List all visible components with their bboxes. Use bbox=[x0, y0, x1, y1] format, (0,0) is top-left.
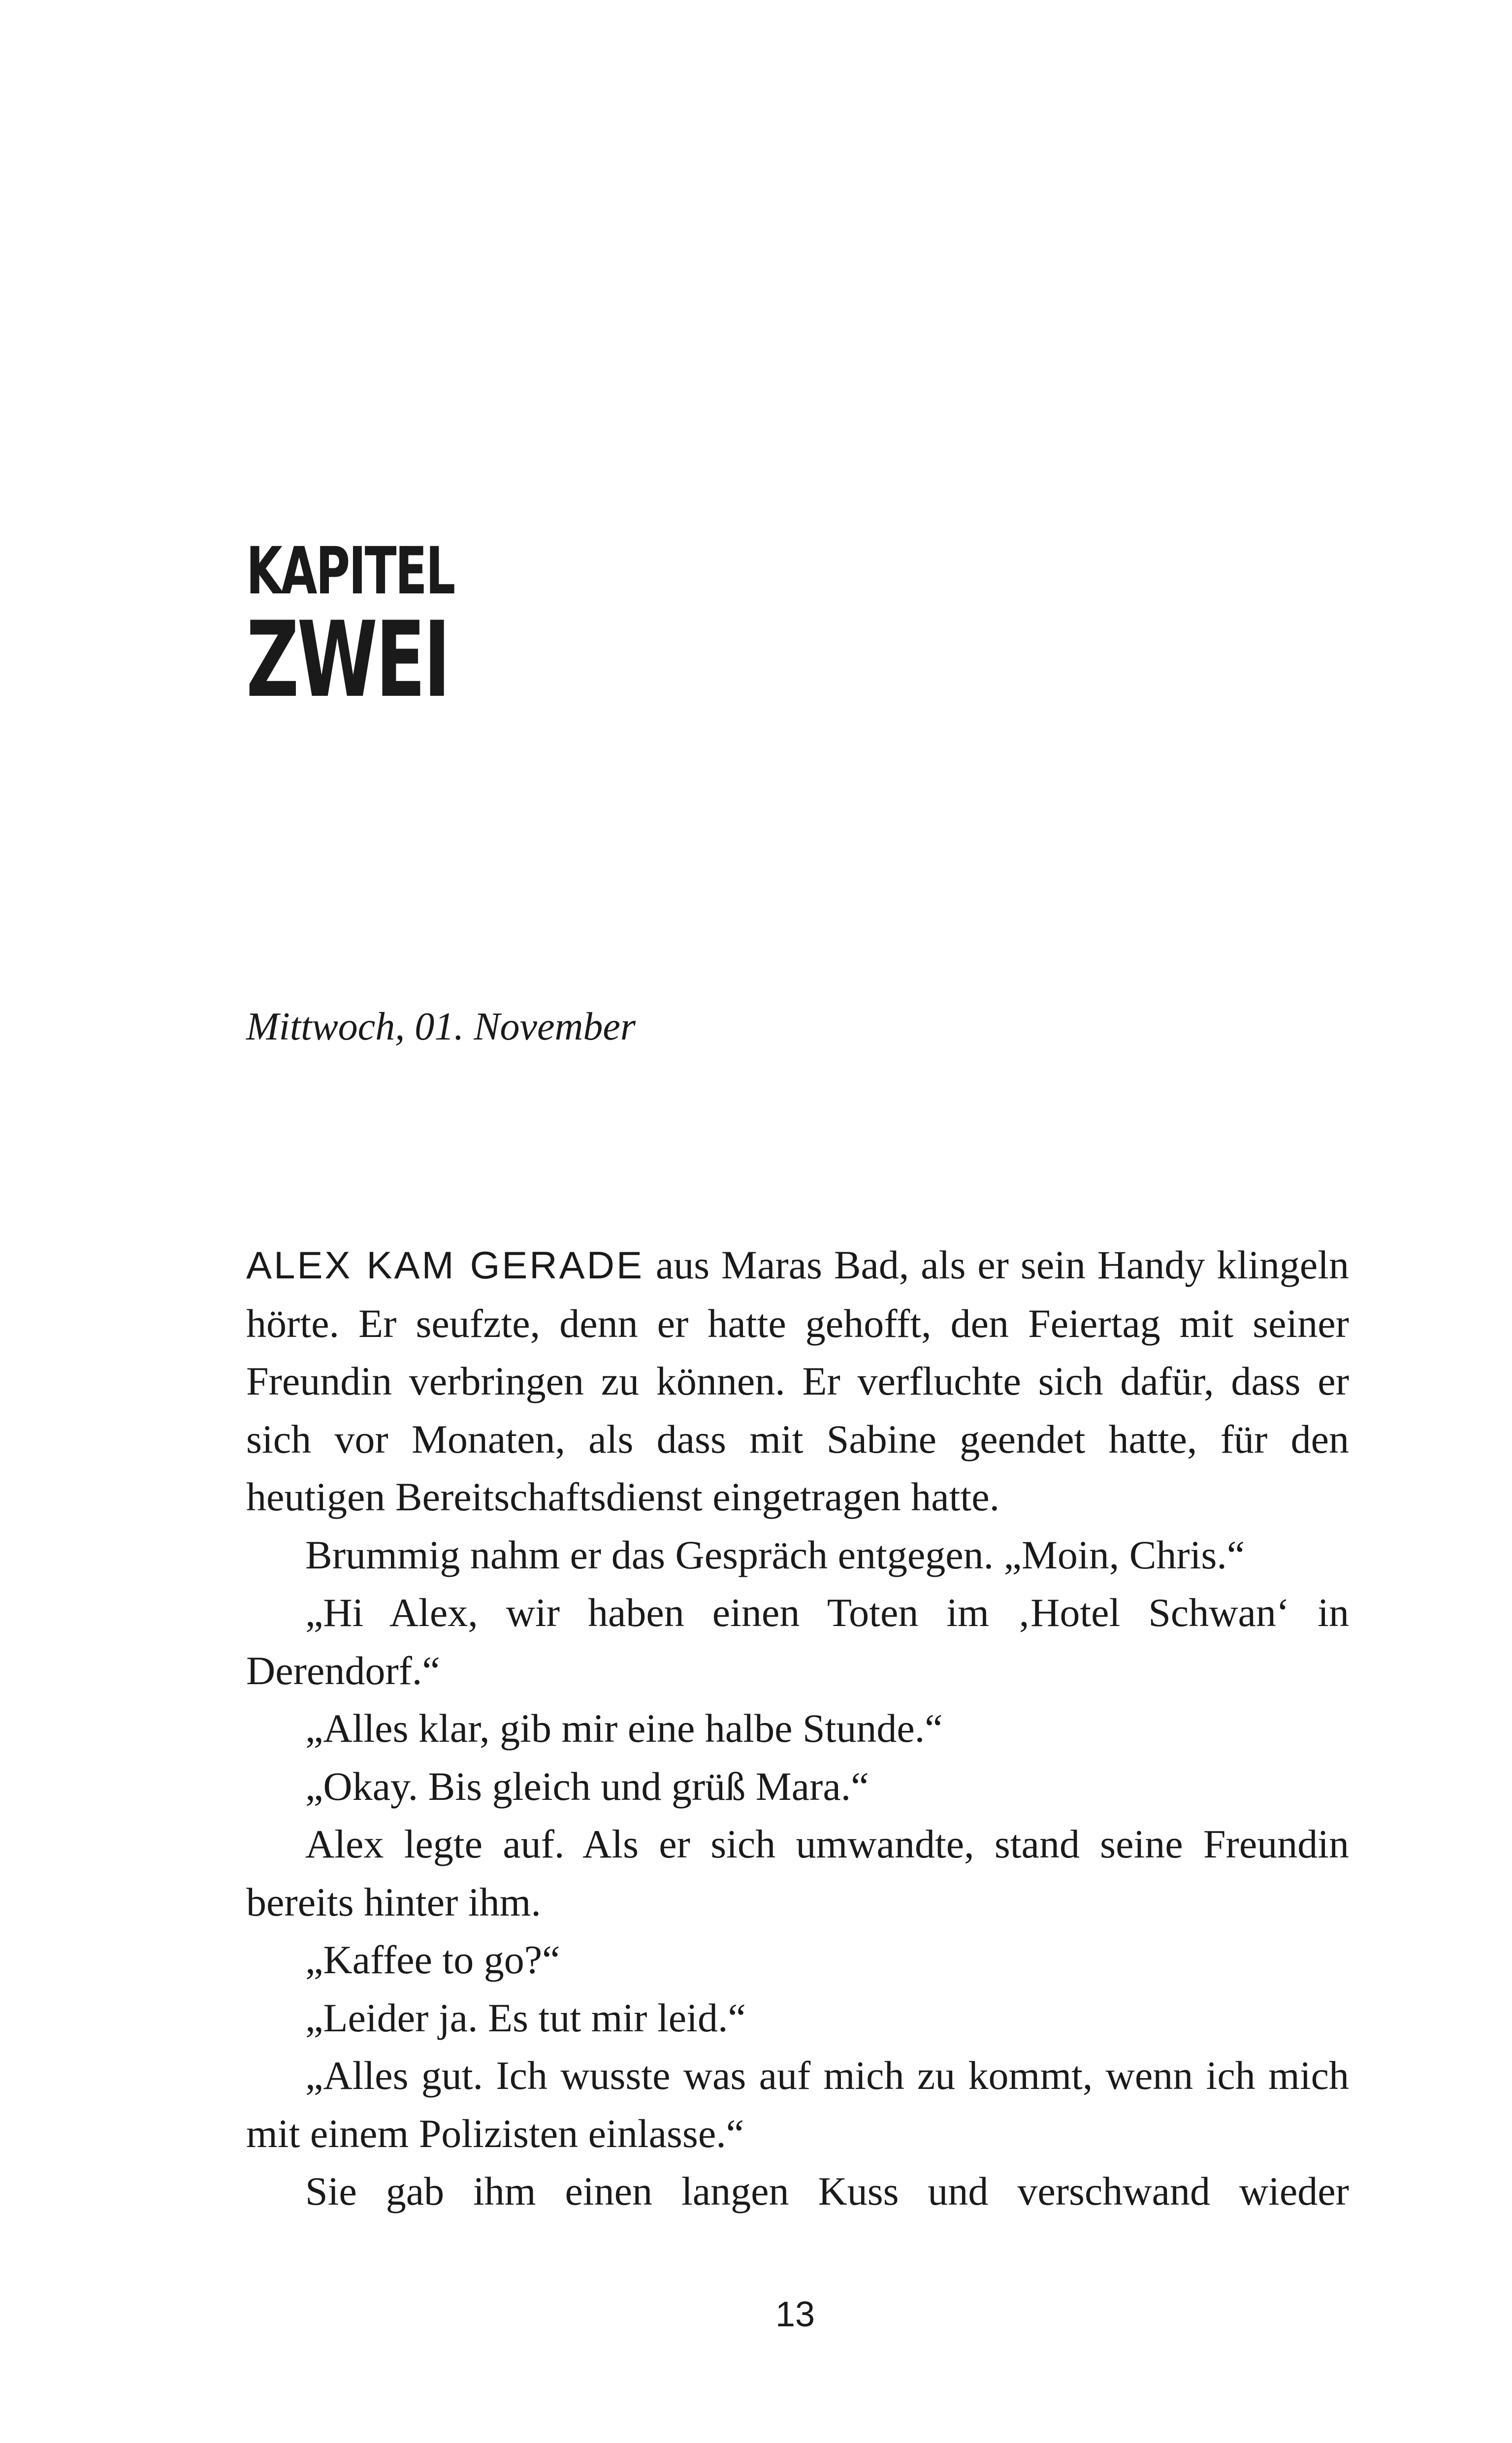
chapter-number: ZWEI bbox=[246, 599, 449, 720]
paragraph-5: „Okay. Bis gleich und grüß Mara.“ bbox=[305, 1763, 869, 1809]
chapter-body bbox=[246, 1236, 1349, 2220]
paragraph-7: „Kaffee to go?“ bbox=[305, 1937, 560, 1982]
paragraph-4: „Alles klar, gib mir eine halbe Stunde.“ bbox=[305, 1706, 943, 1751]
paragraph-1 bbox=[246, 1236, 1349, 1526]
paragraph-10: Sie gab ihm einen langen Kuss und verschwand wieder bbox=[305, 2169, 1349, 2214]
paragraph-2: Brummig nahm er das Gespräch entgegen. „Moin, Chris.“ bbox=[305, 1532, 1245, 1577]
chapter-label: KAPITEL bbox=[246, 533, 454, 609]
page-number: 13 bbox=[775, 2295, 815, 2334]
lead-caps: ALEX KAM GERADE bbox=[246, 1243, 644, 1287]
paragraph-8: „Leider ja. Es tut mir leid.“ bbox=[305, 1995, 746, 2040]
paragraph-9: „Alles gut. Ich wusste was auf mich zu kommt, wenn ich mich mit einem Polizisten einlasse.“ bbox=[246, 2053, 1349, 2156]
date-line: Mittwoch, 01. November bbox=[246, 1005, 636, 1048]
paragraph-6: Alex legte auf. Als er sich umwandte, stand seine Freundin bereits hinter ihm. bbox=[246, 1822, 1349, 1924]
paragraph-3: „Hi Alex, wir haben einen Toten im ‚Hotel Schwan‘ in Derendorf.“ bbox=[246, 1590, 1349, 1693]
paragraph-1-text: aus Maras Bad, als er sein Handy klingeln hörte. Er seufzte, denn er hatte gehofft, den Feiertag mit seiner Freundin verbringen zu können. Er verfluchte sich dafür, dass er sich vor Monaten, als dass mit Sabine geendet hatte, für den heutigen Bereitschaftsdienst eingetragen hatte. bbox=[246, 1242, 1349, 1519]
